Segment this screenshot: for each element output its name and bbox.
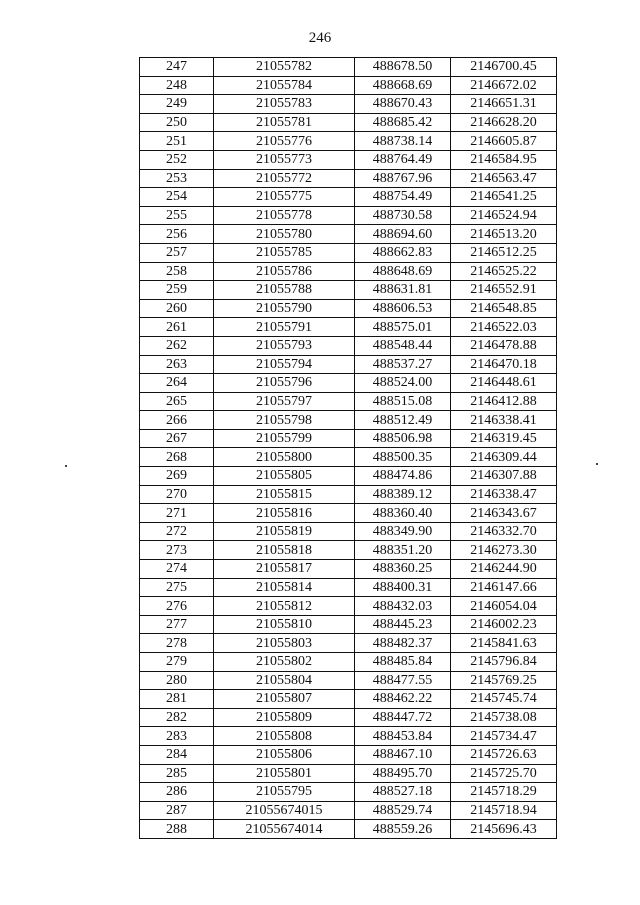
table-row — [140, 615, 557, 634]
table-row — [140, 299, 557, 318]
y-coordinate-cell: 2146273.30 — [451, 541, 557, 560]
point-id-cell: 21055815 — [214, 485, 355, 504]
point-id-cell: 21055776 — [214, 132, 355, 151]
point-id-cell: 21055788 — [214, 281, 355, 300]
y-coordinate-cell: 2146002.23 — [451, 615, 557, 634]
table-row — [140, 504, 557, 523]
x-coordinate-cell: 488662.83 — [355, 243, 451, 262]
point-id-cell: 21055814 — [214, 578, 355, 597]
point-number-cell: 261 — [140, 318, 214, 337]
x-coordinate-cell: 488575.01 — [355, 318, 451, 337]
y-coordinate-cell: 2146563.47 — [451, 169, 557, 188]
point-number-cell: 269 — [140, 467, 214, 486]
point-number-cell: 286 — [140, 783, 214, 802]
x-coordinate-cell: 488360.25 — [355, 560, 451, 579]
x-coordinate-cell: 488548.44 — [355, 336, 451, 355]
table-row — [140, 522, 557, 541]
point-id-cell: 21055809 — [214, 708, 355, 727]
point-id-cell: 21055775 — [214, 188, 355, 207]
point-id-cell: 21055790 — [214, 299, 355, 318]
point-id-cell: 21055778 — [214, 206, 355, 225]
point-number-cell: 262 — [140, 336, 214, 355]
y-coordinate-cell: 2146338.41 — [451, 411, 557, 430]
x-coordinate-cell: 488447.72 — [355, 708, 451, 727]
point-id-cell: 21055818 — [214, 541, 355, 560]
point-id-cell: 21055784 — [214, 76, 355, 95]
table-row — [140, 708, 557, 727]
point-id-cell: 21055782 — [214, 58, 355, 77]
x-coordinate-cell: 488529.74 — [355, 801, 451, 820]
y-coordinate-cell: 2146512.25 — [451, 243, 557, 262]
point-number-cell: 280 — [140, 671, 214, 690]
y-coordinate-cell: 2146651.31 — [451, 95, 557, 114]
y-coordinate-cell: 2145738.08 — [451, 708, 557, 727]
x-coordinate-cell: 488606.53 — [355, 299, 451, 318]
point-id-cell: 21055817 — [214, 560, 355, 579]
y-coordinate-cell: 2145718.94 — [451, 801, 557, 820]
table-row — [140, 485, 557, 504]
table-row — [140, 634, 557, 653]
table-row — [140, 206, 557, 225]
y-coordinate-cell: 2145696.43 — [451, 820, 557, 839]
y-coordinate-cell: 2145725.70 — [451, 764, 557, 783]
point-id-cell: 21055783 — [214, 95, 355, 114]
point-id-cell: 21055816 — [214, 504, 355, 523]
point-number-cell: 276 — [140, 597, 214, 616]
table-row — [140, 690, 557, 709]
point-id-cell: 21055805 — [214, 467, 355, 486]
x-coordinate-cell: 488730.58 — [355, 206, 451, 225]
x-coordinate-cell: 488754.49 — [355, 188, 451, 207]
x-coordinate-cell: 488477.55 — [355, 671, 451, 690]
x-coordinate-cell: 488678.50 — [355, 58, 451, 77]
point-id-cell: 21055674014 — [214, 820, 355, 839]
point-number-cell: 283 — [140, 727, 214, 746]
point-id-cell: 21055780 — [214, 225, 355, 244]
x-coordinate-cell: 488400.31 — [355, 578, 451, 597]
point-id-cell: 21055808 — [214, 727, 355, 746]
point-id-cell: 21055781 — [214, 113, 355, 132]
y-coordinate-cell: 2146332.70 — [451, 522, 557, 541]
point-number-cell: 250 — [140, 113, 214, 132]
coordinates-table-body — [140, 58, 557, 839]
point-number-cell: 285 — [140, 764, 214, 783]
x-coordinate-cell: 488453.84 — [355, 727, 451, 746]
table-row — [140, 95, 557, 114]
x-coordinate-cell: 488537.27 — [355, 355, 451, 374]
point-id-cell: 21055796 — [214, 374, 355, 393]
point-id-cell: 21055786 — [214, 262, 355, 281]
x-coordinate-cell: 488389.12 — [355, 485, 451, 504]
table-row — [140, 448, 557, 467]
point-number-cell: 257 — [140, 243, 214, 262]
table-row — [140, 243, 557, 262]
table-row — [140, 374, 557, 393]
table-row — [140, 597, 557, 616]
y-coordinate-cell: 2145726.63 — [451, 745, 557, 764]
point-id-cell: 21055803 — [214, 634, 355, 653]
x-coordinate-cell: 488767.96 — [355, 169, 451, 188]
point-number-cell: 272 — [140, 522, 214, 541]
x-coordinate-cell: 488432.03 — [355, 597, 451, 616]
table-row — [140, 560, 557, 579]
table-row — [140, 541, 557, 560]
point-number-cell: 284 — [140, 745, 214, 764]
point-number-cell: 267 — [140, 429, 214, 448]
table-row — [140, 820, 557, 839]
point-id-cell: 21055773 — [214, 150, 355, 169]
x-coordinate-cell: 488527.18 — [355, 783, 451, 802]
point-number-cell: 259 — [140, 281, 214, 300]
point-number-cell: 251 — [140, 132, 214, 151]
x-coordinate-cell: 488515.08 — [355, 392, 451, 411]
point-id-cell: 21055785 — [214, 243, 355, 262]
point-number-cell: 270 — [140, 485, 214, 504]
x-coordinate-cell: 488648.69 — [355, 262, 451, 281]
point-id-cell: 21055772 — [214, 169, 355, 188]
table-row — [140, 188, 557, 207]
x-coordinate-cell: 488482.37 — [355, 634, 451, 653]
point-number-cell: 279 — [140, 653, 214, 672]
point-number-cell: 282 — [140, 708, 214, 727]
y-coordinate-cell: 2145796.84 — [451, 653, 557, 672]
coordinates-table — [139, 57, 557, 839]
point-id-cell: 21055819 — [214, 522, 355, 541]
x-coordinate-cell: 488500.35 — [355, 448, 451, 467]
point-number-cell: 248 — [140, 76, 214, 95]
point-id-cell: 21055802 — [214, 653, 355, 672]
point-number-cell: 265 — [140, 392, 214, 411]
point-number-cell: 256 — [140, 225, 214, 244]
point-number-cell: 254 — [140, 188, 214, 207]
point-number-cell: 260 — [140, 299, 214, 318]
x-coordinate-cell: 488474.86 — [355, 467, 451, 486]
y-coordinate-cell: 2145769.25 — [451, 671, 557, 690]
x-coordinate-cell: 488764.49 — [355, 150, 451, 169]
x-coordinate-cell: 488445.23 — [355, 615, 451, 634]
table-row — [140, 225, 557, 244]
point-id-cell: 21055794 — [214, 355, 355, 374]
point-number-cell: 278 — [140, 634, 214, 653]
x-coordinate-cell: 488349.90 — [355, 522, 451, 541]
y-coordinate-cell: 2145841.63 — [451, 634, 557, 653]
y-coordinate-cell: 2146338.47 — [451, 485, 557, 504]
table-row — [140, 745, 557, 764]
y-coordinate-cell: 2146478.88 — [451, 336, 557, 355]
x-coordinate-cell: 488467.10 — [355, 745, 451, 764]
scan-speck-left — [65, 465, 67, 467]
table-row — [140, 783, 557, 802]
table-row — [140, 355, 557, 374]
x-coordinate-cell: 488524.00 — [355, 374, 451, 393]
y-coordinate-cell: 2146343.67 — [451, 504, 557, 523]
y-coordinate-cell: 2145718.29 — [451, 783, 557, 802]
x-coordinate-cell: 488738.14 — [355, 132, 451, 151]
table-row — [140, 169, 557, 188]
point-number-cell: 287 — [140, 801, 214, 820]
table-row — [140, 467, 557, 486]
point-id-cell: 21055795 — [214, 783, 355, 802]
y-coordinate-cell: 2146522.03 — [451, 318, 557, 337]
y-coordinate-cell: 2146470.18 — [451, 355, 557, 374]
x-coordinate-cell: 488559.26 — [355, 820, 451, 839]
table-row — [140, 318, 557, 337]
x-coordinate-cell: 488694.60 — [355, 225, 451, 244]
point-id-cell: 21055793 — [214, 336, 355, 355]
x-coordinate-cell: 488462.22 — [355, 690, 451, 709]
point-id-cell: 21055800 — [214, 448, 355, 467]
point-number-cell: 275 — [140, 578, 214, 597]
x-coordinate-cell: 488351.20 — [355, 541, 451, 560]
y-coordinate-cell: 2146319.45 — [451, 429, 557, 448]
x-coordinate-cell: 488668.69 — [355, 76, 451, 95]
y-coordinate-cell: 2146628.20 — [451, 113, 557, 132]
table-row — [140, 336, 557, 355]
point-id-cell: 21055801 — [214, 764, 355, 783]
point-number-cell: 258 — [140, 262, 214, 281]
x-coordinate-cell: 488512.49 — [355, 411, 451, 430]
point-id-cell: 21055797 — [214, 392, 355, 411]
point-id-cell: 21055806 — [214, 745, 355, 764]
point-number-cell: 268 — [140, 448, 214, 467]
table-row — [140, 764, 557, 783]
y-coordinate-cell: 2146244.90 — [451, 560, 557, 579]
x-coordinate-cell: 488506.98 — [355, 429, 451, 448]
page-number: 246 — [308, 30, 332, 46]
y-coordinate-cell: 2146584.95 — [451, 150, 557, 169]
point-number-cell: 264 — [140, 374, 214, 393]
table-row — [140, 113, 557, 132]
scan-speck-right — [596, 463, 598, 465]
y-coordinate-cell: 2146548.85 — [451, 299, 557, 318]
point-number-cell: 263 — [140, 355, 214, 374]
y-coordinate-cell: 2145734.47 — [451, 727, 557, 746]
point-id-cell: 21055798 — [214, 411, 355, 430]
y-coordinate-cell: 2146541.25 — [451, 188, 557, 207]
y-coordinate-cell: 2146552.91 — [451, 281, 557, 300]
y-coordinate-cell: 2146054.04 — [451, 597, 557, 616]
point-number-cell: 249 — [140, 95, 214, 114]
x-coordinate-cell: 488485.84 — [355, 653, 451, 672]
point-id-cell: 21055812 — [214, 597, 355, 616]
point-id-cell: 21055674015 — [214, 801, 355, 820]
y-coordinate-cell: 2146605.87 — [451, 132, 557, 151]
point-number-cell: 271 — [140, 504, 214, 523]
point-number-cell: 274 — [140, 560, 214, 579]
table-row — [140, 411, 557, 430]
table-row — [140, 76, 557, 95]
point-id-cell: 21055799 — [214, 429, 355, 448]
point-number-cell: 253 — [140, 169, 214, 188]
point-id-cell: 21055791 — [214, 318, 355, 337]
point-number-cell: 247 — [140, 58, 214, 77]
point-number-cell: 288 — [140, 820, 214, 839]
y-coordinate-cell: 2146448.61 — [451, 374, 557, 393]
table-row — [140, 281, 557, 300]
y-coordinate-cell: 2146524.94 — [451, 206, 557, 225]
y-coordinate-cell: 2146309.44 — [451, 448, 557, 467]
y-coordinate-cell: 2146700.45 — [451, 58, 557, 77]
x-coordinate-cell: 488670.43 — [355, 95, 451, 114]
table-row — [140, 671, 557, 690]
point-number-cell: 266 — [140, 411, 214, 430]
y-coordinate-cell: 2146672.02 — [451, 76, 557, 95]
point-number-cell: 277 — [140, 615, 214, 634]
table-row — [140, 132, 557, 151]
x-coordinate-cell: 488631.81 — [355, 281, 451, 300]
table-row — [140, 429, 557, 448]
x-coordinate-cell: 488360.40 — [355, 504, 451, 523]
y-coordinate-cell: 2146307.88 — [451, 467, 557, 486]
y-coordinate-cell: 2146525.22 — [451, 262, 557, 281]
point-number-cell: 273 — [140, 541, 214, 560]
y-coordinate-cell: 2146513.20 — [451, 225, 557, 244]
x-coordinate-cell: 488685.42 — [355, 113, 451, 132]
table-row — [140, 58, 557, 77]
table-row — [140, 801, 557, 820]
point-number-cell: 252 — [140, 150, 214, 169]
x-coordinate-cell: 488495.70 — [355, 764, 451, 783]
table-row — [140, 150, 557, 169]
point-id-cell: 21055810 — [214, 615, 355, 634]
y-coordinate-cell: 2146147.66 — [451, 578, 557, 597]
table-row — [140, 653, 557, 672]
point-id-cell: 21055807 — [214, 690, 355, 709]
point-number-cell: 255 — [140, 206, 214, 225]
table-row — [140, 392, 557, 411]
table-row — [140, 727, 557, 746]
table-row — [140, 262, 557, 281]
table-row — [140, 578, 557, 597]
point-id-cell: 21055804 — [214, 671, 355, 690]
y-coordinate-cell: 2146412.88 — [451, 392, 557, 411]
y-coordinate-cell: 2145745.74 — [451, 690, 557, 709]
point-number-cell: 281 — [140, 690, 214, 709]
